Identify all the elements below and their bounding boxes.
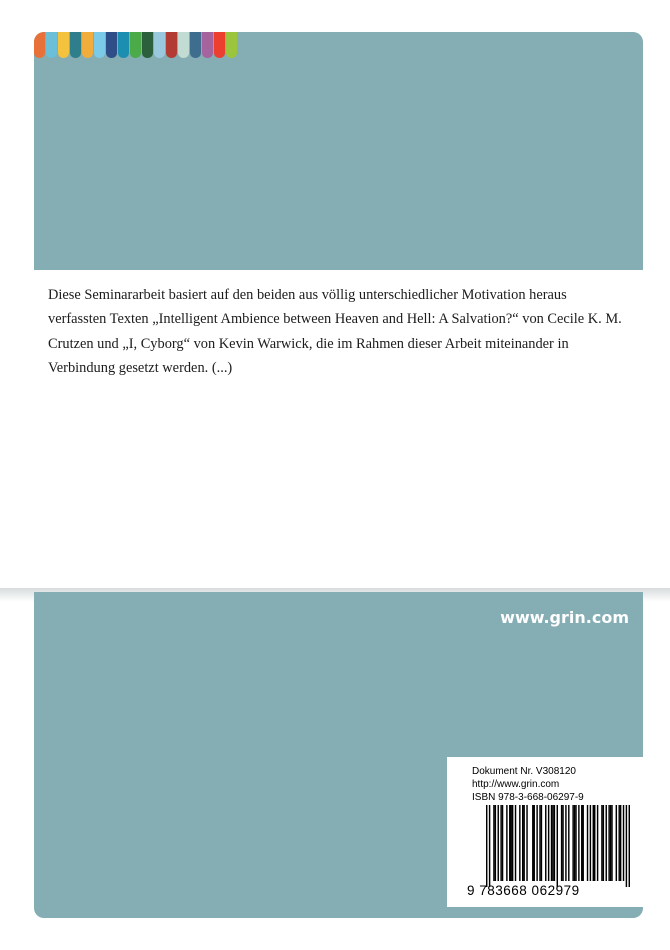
barcode-bar [590, 805, 591, 881]
color-stripe [190, 32, 201, 58]
barcode-bar [539, 805, 540, 881]
barcode-bar [500, 805, 501, 881]
barcode-bar [545, 805, 546, 881]
info-url[interactable]: http://www.grin.com [472, 779, 560, 790]
barcode-bar [568, 805, 569, 881]
barcode-bar [572, 805, 573, 881]
barcode-bar [536, 805, 537, 881]
color-stripe [46, 32, 57, 58]
color-stripe [58, 32, 69, 58]
barcode-bar [578, 805, 579, 881]
color-stripe [226, 32, 237, 58]
barcode-bar [495, 805, 496, 881]
barcode-bar [606, 805, 607, 881]
color-stripe [166, 32, 177, 58]
barcode-bar [593, 805, 594, 881]
barcode-bar [582, 805, 583, 881]
barcode-bar [597, 805, 598, 881]
document-number: Dokument Nr. V308120 [472, 766, 576, 777]
barcode-bar [575, 805, 576, 881]
isbn: ISBN 978-3-668-06297-9 [472, 792, 584, 803]
color-stripe [178, 32, 189, 58]
barcode-bar [548, 805, 549, 881]
barcode-bar [532, 805, 533, 881]
color-stripe [202, 32, 213, 58]
barcode-bar [565, 805, 566, 881]
barcode-bar [489, 805, 490, 887]
color-stripe [34, 32, 45, 58]
book-description: Diese Seminararbeit basiert auf den beiden aus völlig unterschiedlicher Motivation heraus verfassten Texten „Intelligent Ambience between Heaven and Hell: A Salvation?“ von Cecile K. M. Crutzen und „I, Cyborg“ von Kevin Warwick, die im Rahmen dieser Arbeit miteinander in Verbindung gesetzt werden. (...) [48, 287, 622, 376]
barcode-bar [534, 805, 535, 881]
barcode-bar [629, 805, 630, 887]
barcode-bar [512, 805, 513, 881]
barcode-bar [509, 805, 510, 881]
barcode-bar [610, 805, 611, 881]
barcode-bar [616, 805, 617, 881]
barcode-bar [506, 805, 507, 881]
color-stripe [142, 32, 153, 58]
barcode-bar [519, 805, 520, 881]
barcode-bar [486, 805, 487, 887]
barcode-bar [601, 805, 602, 881]
publisher-website[interactable]: www.grin.com [500, 608, 629, 627]
barcode-digits: 9 783668 062979 [467, 883, 580, 898]
barcode-bar [594, 805, 595, 881]
barcode-bar [618, 805, 619, 881]
barcode-bar [562, 805, 563, 881]
barcode-bar [623, 805, 624, 881]
barcode-bar [603, 805, 604, 881]
barcode-bar [502, 805, 503, 881]
barcode-bar [523, 805, 524, 881]
barcode-bar [587, 805, 588, 881]
color-stripe [94, 32, 105, 58]
color-stripe [118, 32, 129, 58]
barcode-bar [552, 805, 553, 881]
color-stripe [154, 32, 165, 58]
barcode-bar [526, 805, 527, 881]
barcode-bar [557, 805, 558, 887]
barcode-bar [574, 805, 575, 881]
color-stripe [70, 32, 81, 58]
color-stripes [34, 32, 238, 58]
barcode-bar [522, 805, 523, 881]
barcode-bar [498, 805, 499, 881]
info-box [447, 757, 643, 907]
barcode-bar [510, 805, 511, 881]
barcode-bar [620, 805, 621, 881]
barcode-bar [626, 805, 627, 887]
barcode-bar [608, 805, 609, 881]
cover-top-panel [34, 32, 643, 270]
color-stripe [130, 32, 141, 58]
barcode-bar [541, 805, 542, 881]
barcode-bar [554, 805, 555, 881]
barcode-bar [581, 805, 582, 881]
color-stripe [106, 32, 117, 58]
barcode-bar [515, 805, 516, 881]
barcode [486, 805, 630, 887]
color-stripe [82, 32, 93, 58]
barcode-bar [551, 805, 552, 881]
barcode-bar [493, 805, 494, 881]
barcode-bar [611, 805, 612, 881]
color-stripe [214, 32, 225, 58]
barcode-bar [561, 805, 562, 881]
